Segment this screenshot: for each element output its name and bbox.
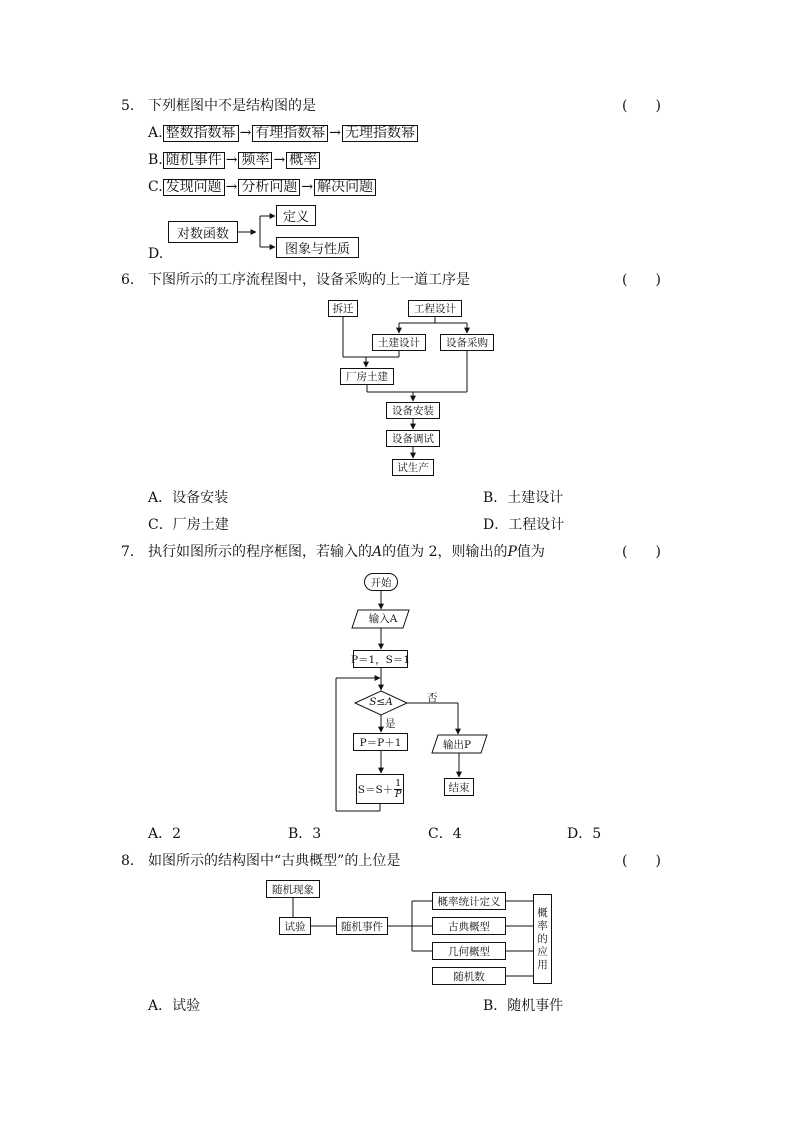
- stem-text: 的值为 2，则输出的: [382, 544, 508, 560]
- flow-box-equipment-debug: 设备调试: [386, 430, 440, 447]
- struct-box-random-number: 随机数: [432, 967, 506, 985]
- step-s-text: S＝S＋: [357, 783, 394, 796]
- chain-box: 发现问题: [163, 179, 225, 196]
- q8-option-a: A．试验: [148, 998, 201, 1014]
- q8-stem: 如图所示的结构图中“古典概型”的上位是: [148, 853, 401, 869]
- chain-box: 解决问题: [314, 179, 376, 196]
- arrow-icon: →: [301, 179, 314, 195]
- chain-box: 整数指数幂: [163, 125, 239, 142]
- q5-option-d-label: D.: [148, 246, 164, 262]
- struct-box-random-phenomenon: 随机现象: [266, 880, 320, 898]
- q7-answer-paren: ( ): [622, 544, 661, 560]
- flow-output-label: 输出P: [442, 739, 472, 751]
- fraction-numerator: 1: [395, 777, 402, 789]
- q6-answer-paren: ( ): [622, 272, 661, 288]
- q8-number: 8．: [121, 853, 144, 869]
- arrow-icon: →: [225, 179, 238, 195]
- flow-end: 结束: [444, 778, 474, 796]
- q5-stem: 下列框图中不是结构图的是: [148, 98, 316, 114]
- flow-step-p: P＝P＋1: [353, 733, 408, 751]
- flow-no-label: 否: [427, 692, 438, 704]
- flow-box-chaiqian: 拆迁: [328, 300, 358, 317]
- flow-box-factory-construction: 厂房土建: [340, 368, 394, 385]
- chain-box: 随机事件: [163, 152, 225, 169]
- chain-box: 无理指数幂: [342, 125, 418, 142]
- fraction-denominator: P: [394, 788, 402, 800]
- flow-box-equipment-purchase: 设备采购: [440, 334, 494, 351]
- flow-box-trial-production: 试生产: [392, 459, 434, 476]
- q7-option-a: A．2: [148, 826, 182, 842]
- diagram-box-graph-properties: 图象与性质: [276, 237, 359, 258]
- stem-text: 值为: [516, 544, 545, 560]
- flow-yes-label: 是: [385, 718, 396, 730]
- flow-box-civil-design: 土建设计: [372, 334, 426, 351]
- q5-number: 5．: [121, 98, 144, 114]
- arrow-icon: →: [225, 152, 238, 168]
- q7-option-c: C．4: [428, 826, 462, 842]
- stem-text: 执行如图所示的程序框图，若输入的: [148, 544, 372, 560]
- flow-box-engineering-design: 工程设计: [408, 300, 462, 317]
- struct-box-probability-application: 概率的应用: [533, 894, 552, 984]
- flow-box-equipment-install: 设备安装: [386, 402, 440, 419]
- flow-start: 开始: [364, 573, 398, 591]
- q6-option-b: B．土建设计: [483, 490, 564, 506]
- option-label: A.: [148, 125, 163, 141]
- q7-number: 7．: [121, 544, 144, 560]
- q6-option-c: C．厂房土建: [148, 517, 229, 533]
- struct-box-classical-model: 古典概型: [432, 917, 506, 935]
- chain-box: 分析问题: [238, 179, 300, 196]
- variable-a: A: [372, 544, 383, 560]
- chain-box: 频率: [238, 152, 272, 169]
- q6-stem: 下图所示的工序流程图中，设备采购的上一道工序是: [148, 272, 470, 288]
- flow-condition-label: S≤A: [369, 696, 393, 708]
- arrow-icon: →: [273, 152, 286, 168]
- option-label: B.: [148, 152, 163, 168]
- arrow-icon: →: [329, 125, 342, 141]
- q7-option-b: B．3: [288, 826, 322, 842]
- chain-box: 有理指数幂: [252, 125, 328, 142]
- q6-option-d: D．工程设计: [483, 517, 565, 533]
- diagram-box-root: 对数函数: [168, 221, 238, 243]
- struct-box-geometric-model: 几何概型: [432, 942, 506, 960]
- variable-p: P: [507, 544, 517, 560]
- struct-box-statistical-definition: 概率统计定义: [432, 892, 506, 910]
- arrow-icon: →: [239, 125, 252, 141]
- q8-option-b: B．随机事件: [483, 998, 564, 1014]
- q7-option-d: D．5: [567, 826, 602, 842]
- struct-box-random-event: 随机事件: [336, 917, 388, 935]
- option-label: C.: [148, 179, 163, 195]
- diagram-box-definition: 定义: [276, 205, 316, 226]
- q6-option-a: A．设备安装: [148, 490, 229, 506]
- chain-box: 概率: [286, 152, 320, 169]
- q8-answer-paren: ( ): [622, 853, 661, 869]
- q6-number: 6．: [121, 272, 144, 288]
- struct-box-experiment: 试验: [279, 917, 311, 935]
- flow-input-label: 输入A: [368, 613, 398, 625]
- flow-init: P＝1，S＝1: [353, 650, 408, 668]
- q5-answer-paren: ( ): [622, 98, 661, 114]
